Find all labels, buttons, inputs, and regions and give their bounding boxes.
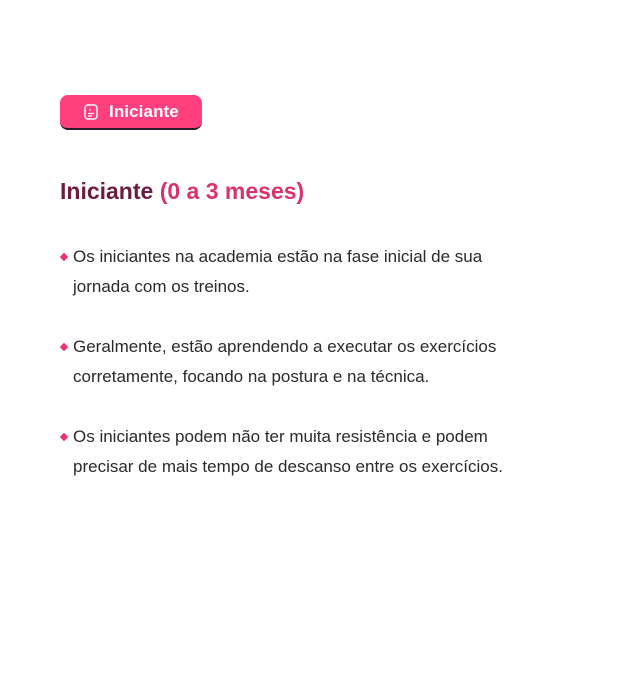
list-item-text: Os iniciantes podem não ter muita resistência e podem precisar de mais tempo de descanso entre os exercícios. <box>73 427 503 476</box>
list-item-text: Os iniciantes na academia estão na fase inicial de sua jornada com os treinos. <box>73 247 483 296</box>
title-main: Iniciante <box>60 178 154 204</box>
diamond-bullet-icon <box>60 343 68 351</box>
diamond-bullet-icon <box>60 253 68 261</box>
page-title <box>60 176 304 206</box>
bullet-list <box>60 242 540 512</box>
badge-label: Iniciante <box>109 101 179 121</box>
list-item <box>60 242 540 302</box>
list-item <box>60 422 540 482</box>
list-item-text: Geralmente, estão aprendendo a executar os exercícios corretamente, focando na postura e na técnica. <box>73 337 497 386</box>
list-item <box>60 332 540 392</box>
diamond-bullet-icon <box>60 433 68 441</box>
level-badge-iniciante[interactable] <box>60 95 202 130</box>
document-icon <box>84 104 98 120</box>
title-accent: (0 a 3 meses) <box>159 178 305 204</box>
